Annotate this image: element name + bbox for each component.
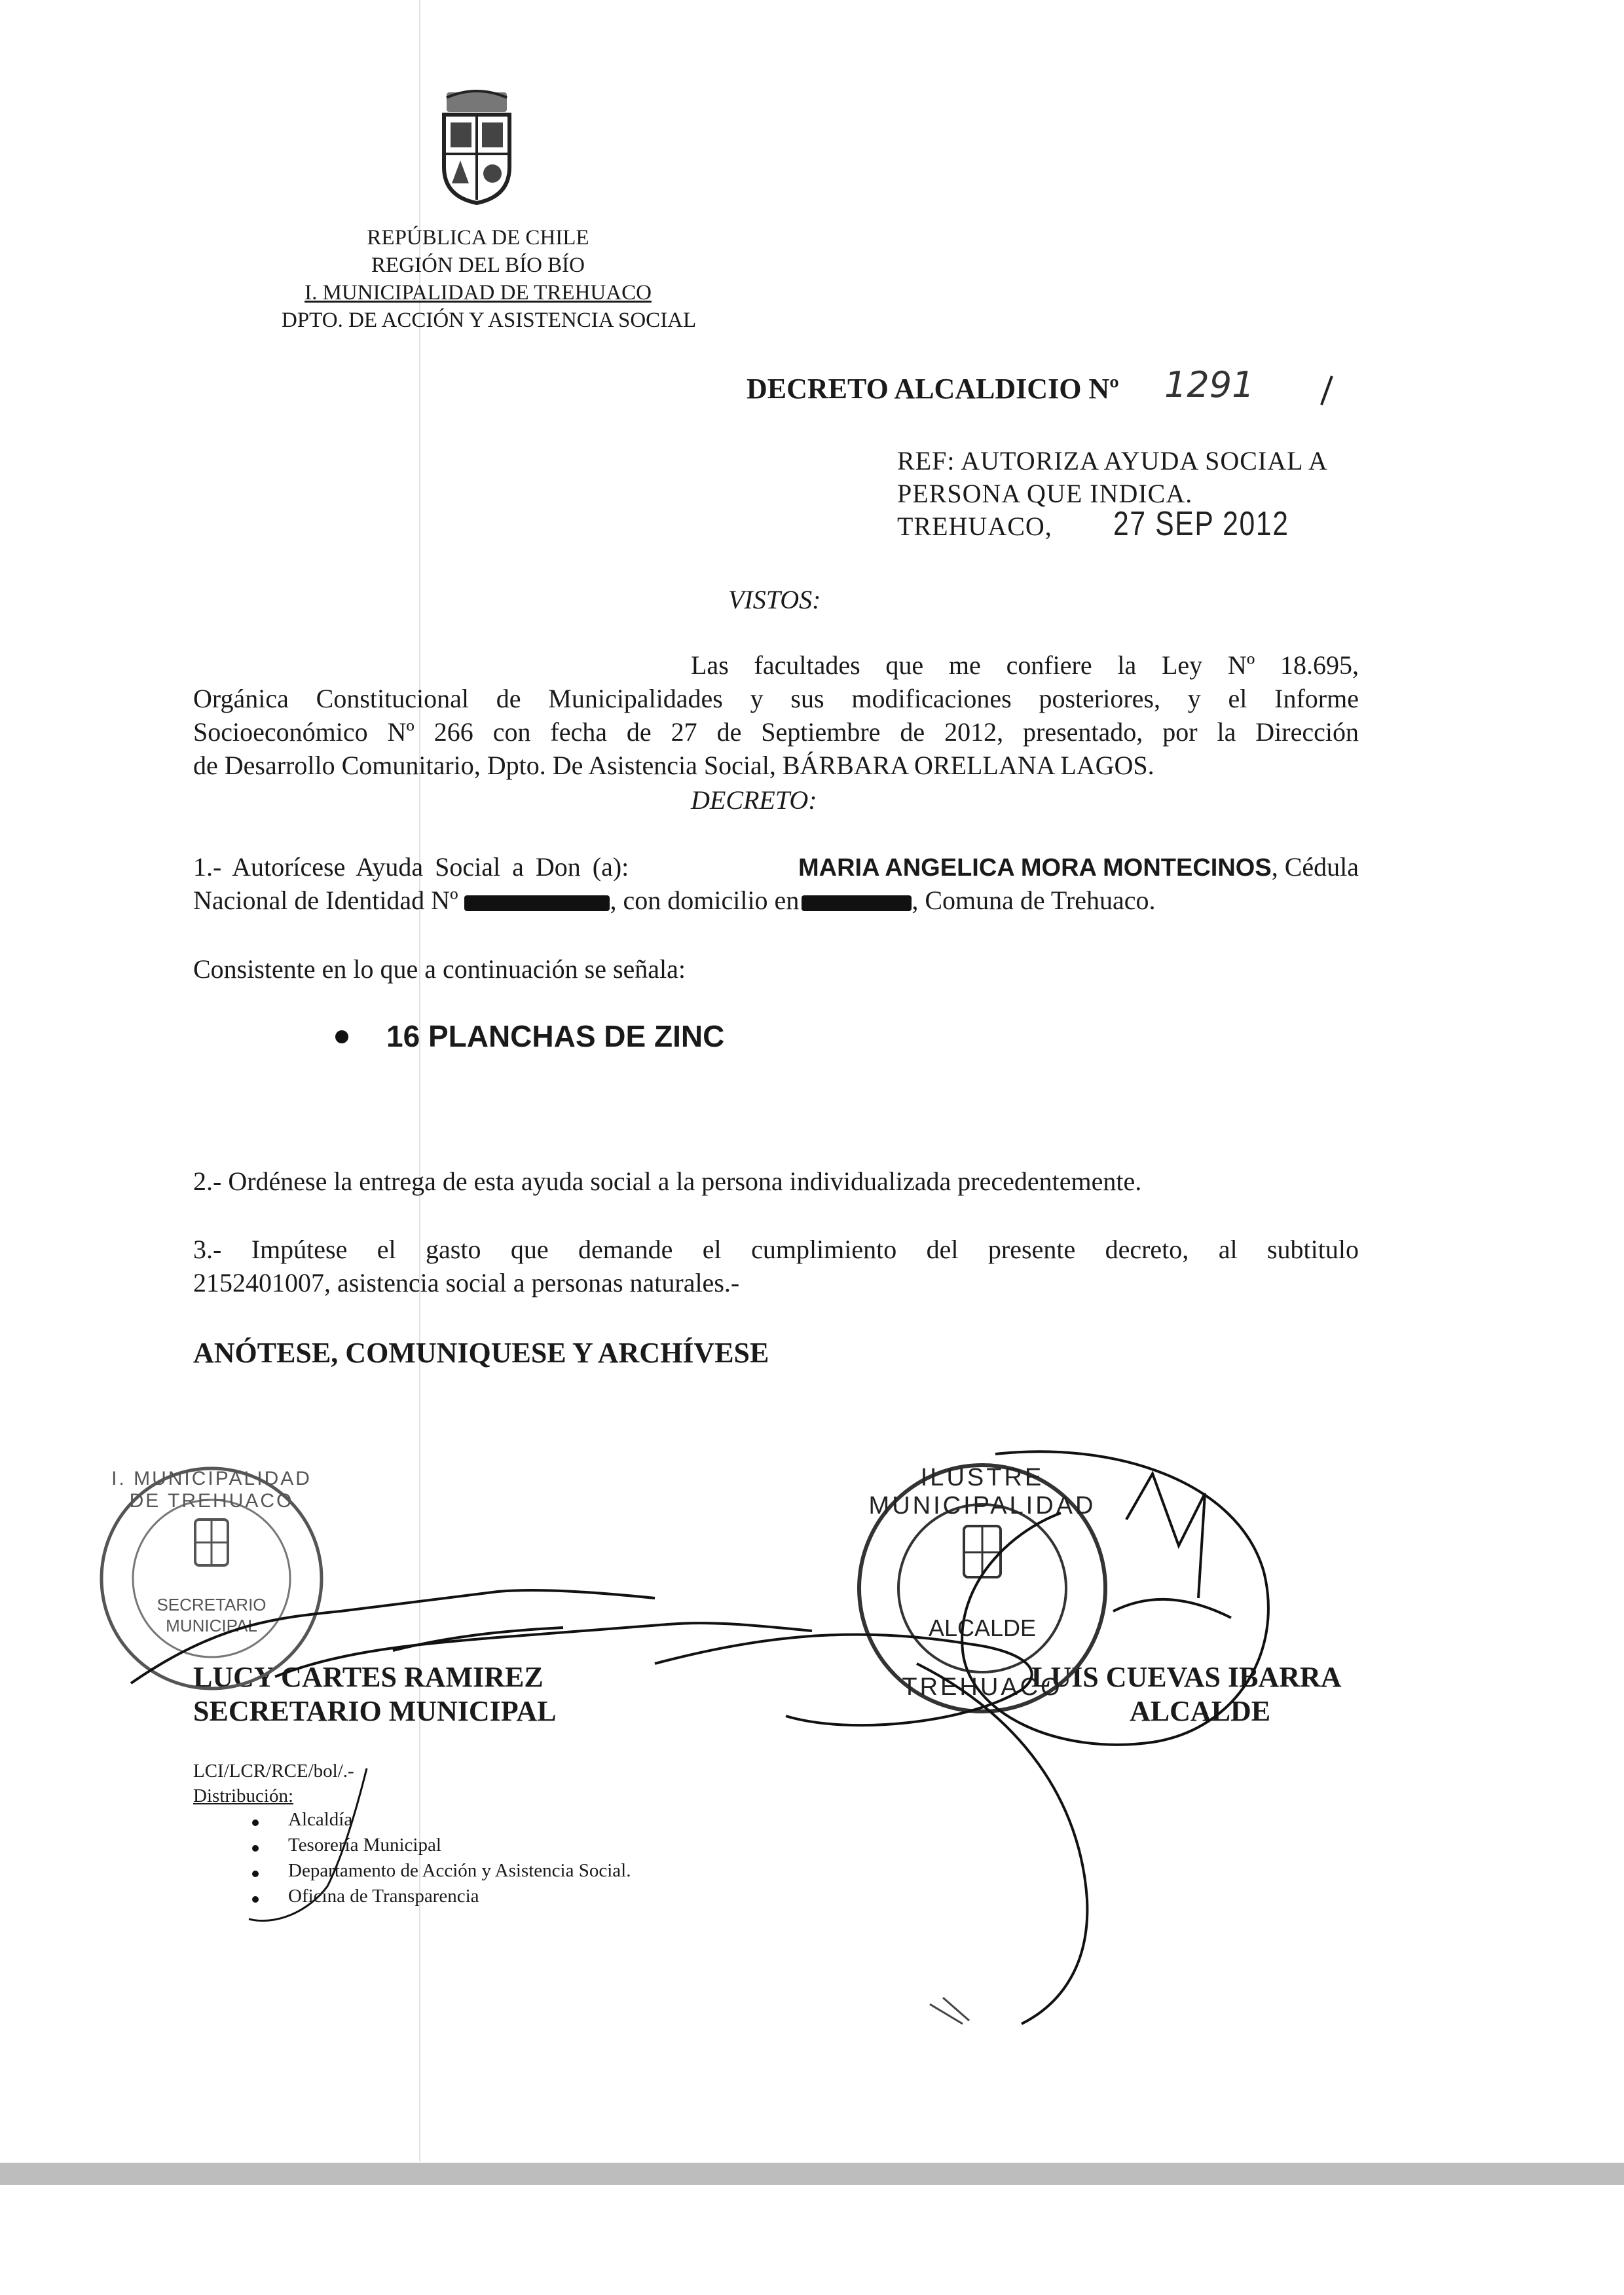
distribucion-heading: Distribución: [193,1785,294,1806]
handwritten-slash-icon [1316,375,1336,406]
item-1-suffix: , Cédula [1271,852,1359,882]
mayor-seal-top-text: ILUSTRE MUNICIPALIDAD [868,1464,1096,1520]
bullet-dot [252,1845,259,1852]
handwritten-signatures [0,1375,1624,2030]
place-label: TREHUACO, [897,512,1052,541]
ref-line-1: REF: AUTORIZA AYUDA SOCIAL A [897,446,1328,476]
header-region: REGIÓN DEL BÍO BÍO [371,253,585,277]
bullet-dot [252,1819,259,1826]
closing-line: ANÓTESE, COMUNIQUESE Y ARCHÍVESE [193,1337,769,1369]
initials-line: LCI/LCR/RCE/bol/.- [193,1761,354,1782]
mayor-name: LUIS CUEVAS IBARRA [1031,1661,1342,1693]
bullet-dot [335,1030,348,1043]
redacted-id [464,895,610,911]
id-label: Nacional de Identidad Nº [193,886,458,915]
item-1-line-2 [193,884,1156,917]
header-departamento: DPTO. DE ACCIÓN Y ASISTENCIA SOCIAL [282,308,697,332]
seal-center-text-1: SECRETARIO [157,1595,267,1614]
item-1-line-1 [193,850,1359,885]
vistos-line-2: Orgánica Constitucional de Municipalidades y sus modificaciones posteriores, y el Informe [193,684,1359,713]
scan-bottom-band [0,2163,1624,2185]
distribution-item: Oficina de Transparencia [288,1886,479,1907]
header-municipalidad: I. MUNICIPALIDAD DE TREHUACO [304,281,652,305]
vistos-line-3: Socioeconómico Nº 266 con fecha de 27 de Septiembre de 2012, presentado, por la Dirección [193,717,1359,747]
decreto-heading: DECRETO: [691,785,817,815]
consistente-line: Consistente en lo que a continuación se señala: [193,954,686,984]
date-stamp: 27 SEP 2012 [1113,505,1289,543]
secretary-name: LUCY CARTES RAMIREZ [193,1661,544,1693]
header-republica: REPÚBLICA DE CHILE [367,226,589,250]
distribution-item: Departamento de Acción y Asistencia Social. [288,1860,631,1881]
bullet-dot [252,1871,259,1877]
item-3-line-1: 3.- Impútese el gasto que demande el cumplimiento del presente decreto, al subtitulo [193,1235,1359,1264]
distribution-item: Tesorería Municipal [288,1835,441,1856]
bullet-dot [252,1896,259,1903]
domicile-label: , con domicilio en [610,886,800,915]
seal-center-text-2: MUNICIPAL [166,1616,257,1635]
distribution-item: Alcaldía [288,1809,353,1830]
mayor-title: ALCALDE [1130,1695,1271,1727]
vistos-line-1: Las facultades que me confiere la Ley Nº 18.695, [691,650,1359,680]
coat-of-arms-icon [437,88,516,206]
comuna-label: , Comuna de Trehuaco. [912,886,1156,915]
mayor-seal-center-text: ALCALDE [928,1614,1037,1641]
vistos-heading: VISTOS: [728,585,821,614]
decree-title: DECRETO ALCALDICIO Nº [747,373,1119,405]
item-1-prefix: 1.- Autorícese Ayuda Social a Don (a): [193,852,629,882]
secretary-title: SECRETARIO MUNICIPAL [193,1695,557,1727]
decree-number-handwritten: 1291 [1164,364,1255,405]
aid-item: 16 PLANCHAS DE ZINC [386,1019,725,1053]
mayor-seal-bottom-text: TREHUACO [902,1673,1063,1701]
item-2: 2.- Ordénese la entrega de esta ayuda social a la persona individualizada precedentemente. [193,1166,1142,1196]
beneficiary-name: MARIA ANGELICA MORA MONTECINOS [798,854,1272,882]
vistos-line-4: de Desarrollo Comunitario, Dpto. De Asistencia Social, BÁRBARA ORELLANA LAGOS. [193,751,1154,780]
item-3-line-2: 2152401007, asistencia social a personas naturales.- [193,1268,740,1297]
ref-line-2: PERSONA QUE INDICA. [897,479,1193,508]
seal-ring-text: I. MUNICIPALIDAD DE TREHUACO [111,1468,312,1512]
redacted-address [802,895,912,911]
